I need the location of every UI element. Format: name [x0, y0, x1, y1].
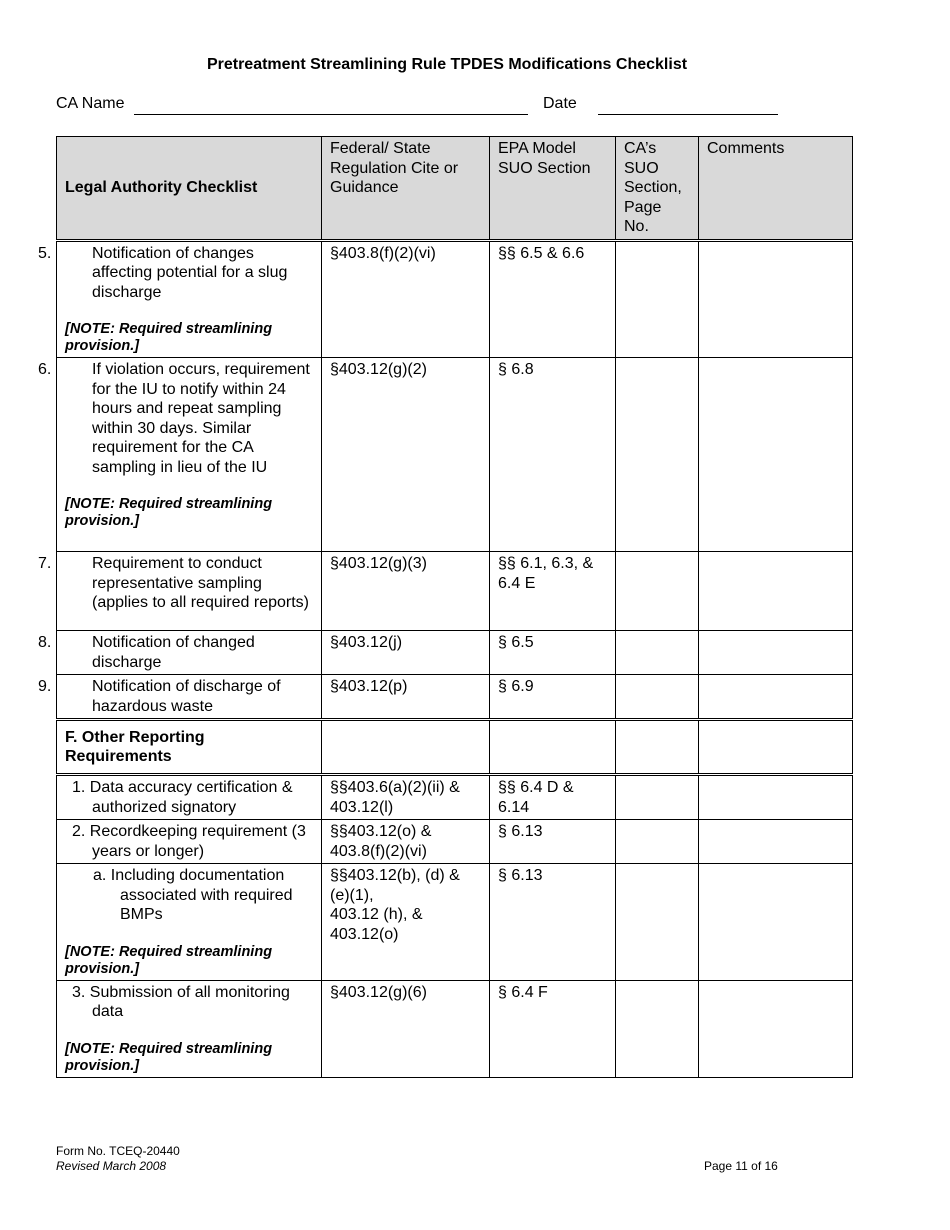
table-row	[57, 820, 853, 864]
date-label: Date	[543, 95, 577, 112]
section-heading	[57, 720, 322, 775]
item-text: Notification of discharge of hazardous waste	[92, 678, 281, 715]
epa-section: § 6.9	[490, 675, 616, 720]
item-note: [NOTE: Required streamlining provision.]	[65, 943, 273, 977]
table-header-row	[57, 137, 853, 241]
epa-section: §§ 6.5 & 6.6	[490, 240, 616, 358]
checklist-item	[38, 240, 322, 358]
federal-cite-line: §§403.12(b), (d) & (e)(1),	[330, 867, 460, 904]
comments-cell[interactable]	[699, 358, 853, 552]
ca-suo-cell[interactable]	[616, 240, 699, 358]
empty-cell	[616, 720, 699, 775]
epa-section: §§ 6.4 D & 6.14	[490, 775, 616, 820]
ca-name-field[interactable]	[134, 114, 528, 115]
item-text: Requirement to conduct representative sampling (applies to all required reports)	[92, 555, 309, 611]
section-f-title: F. Other Reporting Requirements	[65, 728, 205, 765]
header-epa-section: EPA Model SUO Section	[490, 137, 616, 241]
checklist-item	[38, 631, 322, 675]
federal-cite: §403.12(g)(2)	[322, 358, 490, 552]
checklist-item	[57, 820, 322, 864]
ca-suo-cell[interactable]	[616, 775, 699, 820]
epa-section: § 6.13	[490, 864, 616, 981]
federal-cite-line: 403.12(o)	[330, 925, 399, 943]
form-number: Form No. TCEQ-20440	[56, 1144, 180, 1158]
item-text: If violation occurs, requirement for the IU to notify within 24 hours and repeat sampling within 30 days. Similar requirement for the CA sampling in lieu of the IU	[92, 361, 310, 476]
checklist-item	[38, 675, 322, 720]
checklist-item	[38, 358, 322, 552]
epa-section: § 6.5	[490, 631, 616, 675]
federal-cite: §403.12(j)	[322, 631, 490, 675]
item-note: [NOTE: Required streamlining provision.]	[65, 1040, 273, 1074]
epa-section: § 6.4 F	[490, 980, 616, 1077]
page-number: Page 11 of 16	[704, 1159, 778, 1173]
comments-cell[interactable]	[699, 775, 853, 820]
comments-cell[interactable]	[699, 631, 853, 675]
table-row	[57, 864, 853, 981]
federal-cite: §403.12(g)(6)	[322, 980, 490, 1077]
table-row	[57, 775, 853, 820]
table-row	[57, 980, 853, 1077]
item-text: 2. Recordkeeping requirement (3 years or longer)	[72, 823, 306, 860]
epa-section: § 6.13	[490, 820, 616, 864]
comments-cell[interactable]	[699, 240, 853, 358]
ca-suo-cell[interactable]	[616, 864, 699, 981]
ca-suo-cell[interactable]	[616, 358, 699, 552]
item-number: 8.	[38, 634, 52, 651]
item-text: 1. Data accuracy certification & authorized signatory	[72, 779, 293, 816]
ca-name-label: CA Name	[56, 95, 125, 112]
page-title: Pretreatment Streamlining Rule TPDES Modifications Checklist	[206, 56, 688, 73]
ca-suo-cell[interactable]	[616, 675, 699, 720]
ca-suo-cell[interactable]	[616, 552, 699, 631]
federal-cite: §403.12(p)	[322, 675, 490, 720]
item-number: 7.	[38, 555, 52, 572]
page-title-wrap	[0, 56, 894, 74]
ca-suo-cell[interactable]	[616, 980, 699, 1077]
ca-suo-cell[interactable]	[616, 820, 699, 864]
empty-cell	[322, 720, 490, 775]
checklist-item	[38, 552, 322, 631]
federal-cite: §403.8(f)(2)(vi)	[322, 240, 490, 358]
federal-cite: §403.12(g)(3)	[322, 552, 490, 631]
table-row	[57, 675, 853, 720]
table-row	[57, 240, 853, 358]
empty-cell	[490, 720, 616, 775]
item-note: [NOTE: Required streamlining provision.]	[65, 321, 273, 354]
revised-date: Revised March 2008	[56, 1159, 167, 1173]
table-row	[57, 358, 853, 552]
comments-cell[interactable]	[699, 864, 853, 981]
item-number: 6.	[38, 361, 52, 378]
checklist-item	[57, 775, 322, 820]
section-row	[57, 720, 853, 775]
federal-cite: §§403.6(a)(2)(ii) & 403.12(l)	[322, 775, 490, 820]
table-row	[57, 631, 853, 675]
header-ca-suo: CA’s SUO Section, Page No.	[616, 137, 699, 241]
comments-cell[interactable]	[699, 552, 853, 631]
checklist-table	[38, 136, 853, 1078]
item-note: [NOTE: Required streamlining provision.]	[65, 496, 273, 529]
empty-cell	[699, 720, 853, 775]
federal-cite	[322, 864, 490, 981]
federal-cite-line: 403.12 (h), &	[330, 906, 423, 923]
item-text: a. Including documentation associated with required BMPs	[93, 867, 293, 923]
date-field[interactable]	[598, 114, 778, 115]
item-number: 5.	[38, 244, 52, 262]
item-number: 9.	[38, 678, 52, 695]
table-row	[57, 552, 853, 631]
checklist-item	[57, 980, 322, 1077]
epa-section: §§ 6.1, 6.3, & 6.4 E	[490, 552, 616, 631]
federal-cite: §§403.12(o) & 403.8(f)(2)(vi)	[322, 820, 490, 864]
checklist-item	[57, 864, 322, 981]
item-text: Notification of changed discharge	[92, 634, 255, 671]
comments-cell[interactable]	[699, 675, 853, 720]
header-federal-cite: Federal/ State Regulation Cite or Guidance	[322, 137, 490, 241]
ca-suo-cell[interactable]	[616, 631, 699, 675]
header-legal-authority: Legal Authority Checklist	[57, 137, 322, 241]
item-text: Notification of changes affecting potential for a slug discharge	[92, 244, 288, 301]
item-text: 3. Submission of all monitoring data	[72, 983, 290, 1020]
header-comments: Comments	[699, 137, 853, 241]
epa-section: § 6.8	[490, 358, 616, 552]
comments-cell[interactable]	[699, 820, 853, 864]
comments-cell[interactable]	[699, 980, 853, 1077]
footer-form-info	[56, 1144, 180, 1174]
